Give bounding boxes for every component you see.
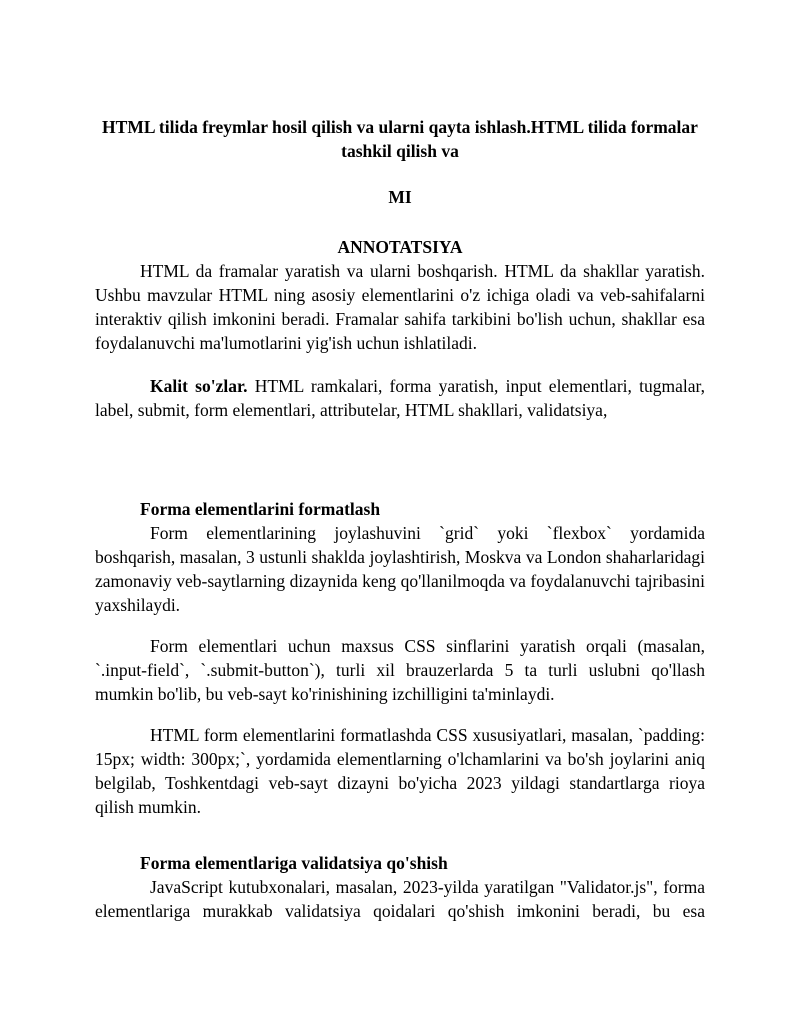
annotation-heading: ANNOTATSIYA (337, 237, 463, 257)
section-heading-validation: Forma elementlariga validatsiya qo'shish (140, 853, 448, 873)
section1-paragraph-2: Form elementlari uchun maxsus CSS sinflarini yaratish orqali (masalan, `.input-field`, `.submit-button`), turli xil brauzerlarda 5 ta turli uslubni qo'llash mumkin bo'lib, bu veb-sayt ko'rinishining izchilligini ta'minlaydi. (95, 636, 705, 704)
document-subtitle: MI (388, 187, 412, 207)
section2-paragraph-1: JavaScript kutubxonalari, masalan, 2023-yilda yaratilgan "Validator.js", forma elementlariga murakkab validatsiya qoidalari qo'shish imkonini beradi, bu esa (95, 877, 705, 921)
keywords-paragraph (95, 374, 705, 422)
section1-paragraph-3: HTML form elementlarini formatlashda CSS xususiyatlari, masalan, `padding: 15px; width: 300px;`, yordamida elementlarning o'lchamlarini va bo'sh joylarini aniq belgilab, Toshkentdagi veb-sayt dizayni bo'yicha 2023 yildagi standartlarga rioya qilish mumkin. (95, 725, 705, 817)
keywords-label: Kalit so'zlar. (150, 376, 248, 396)
section1-paragraph-1: Form elementlarining joylashuvini `grid` yoki `flexbox` yordamida boshqarish, masalan, 3 ustunli shaklda joylashtirish, Moskva va London shaharlaridagi zamonaviy veb-saytlarning dizaynida keng qo'llanilmoqda va foydalanuvchi tajribasini yaxshilaydi. (95, 523, 705, 615)
keywords-text: HTML ramkalari, forma yaratish, input elementlari, tugmalar, label, submit, form elementlari, attributelar, HTML shakllari, validatsiya, (95, 376, 705, 420)
annotation-text: HTML da framalar yaratish va ularni boshqarish. HTML da shakllar yaratish. Ushbu mavzular HTML ning asosiy elementlarini o'z ichiga oladi va veb-sahifalarni interaktiv qilish imkonini beradi. Framalar sahifa tarkibini bo'lish uchun, shakllar esa foydalanuvchi ma'lumotlarini yig'ish uchun ishlatiladi. (95, 261, 705, 353)
section-heading-formatting: Forma elementlarini formatlash (140, 499, 381, 519)
document-title: HTML tilida freymlar hosil qilish va ularni qayta ishlash.HTML tilida formalar tashkil qilish va (102, 117, 698, 161)
